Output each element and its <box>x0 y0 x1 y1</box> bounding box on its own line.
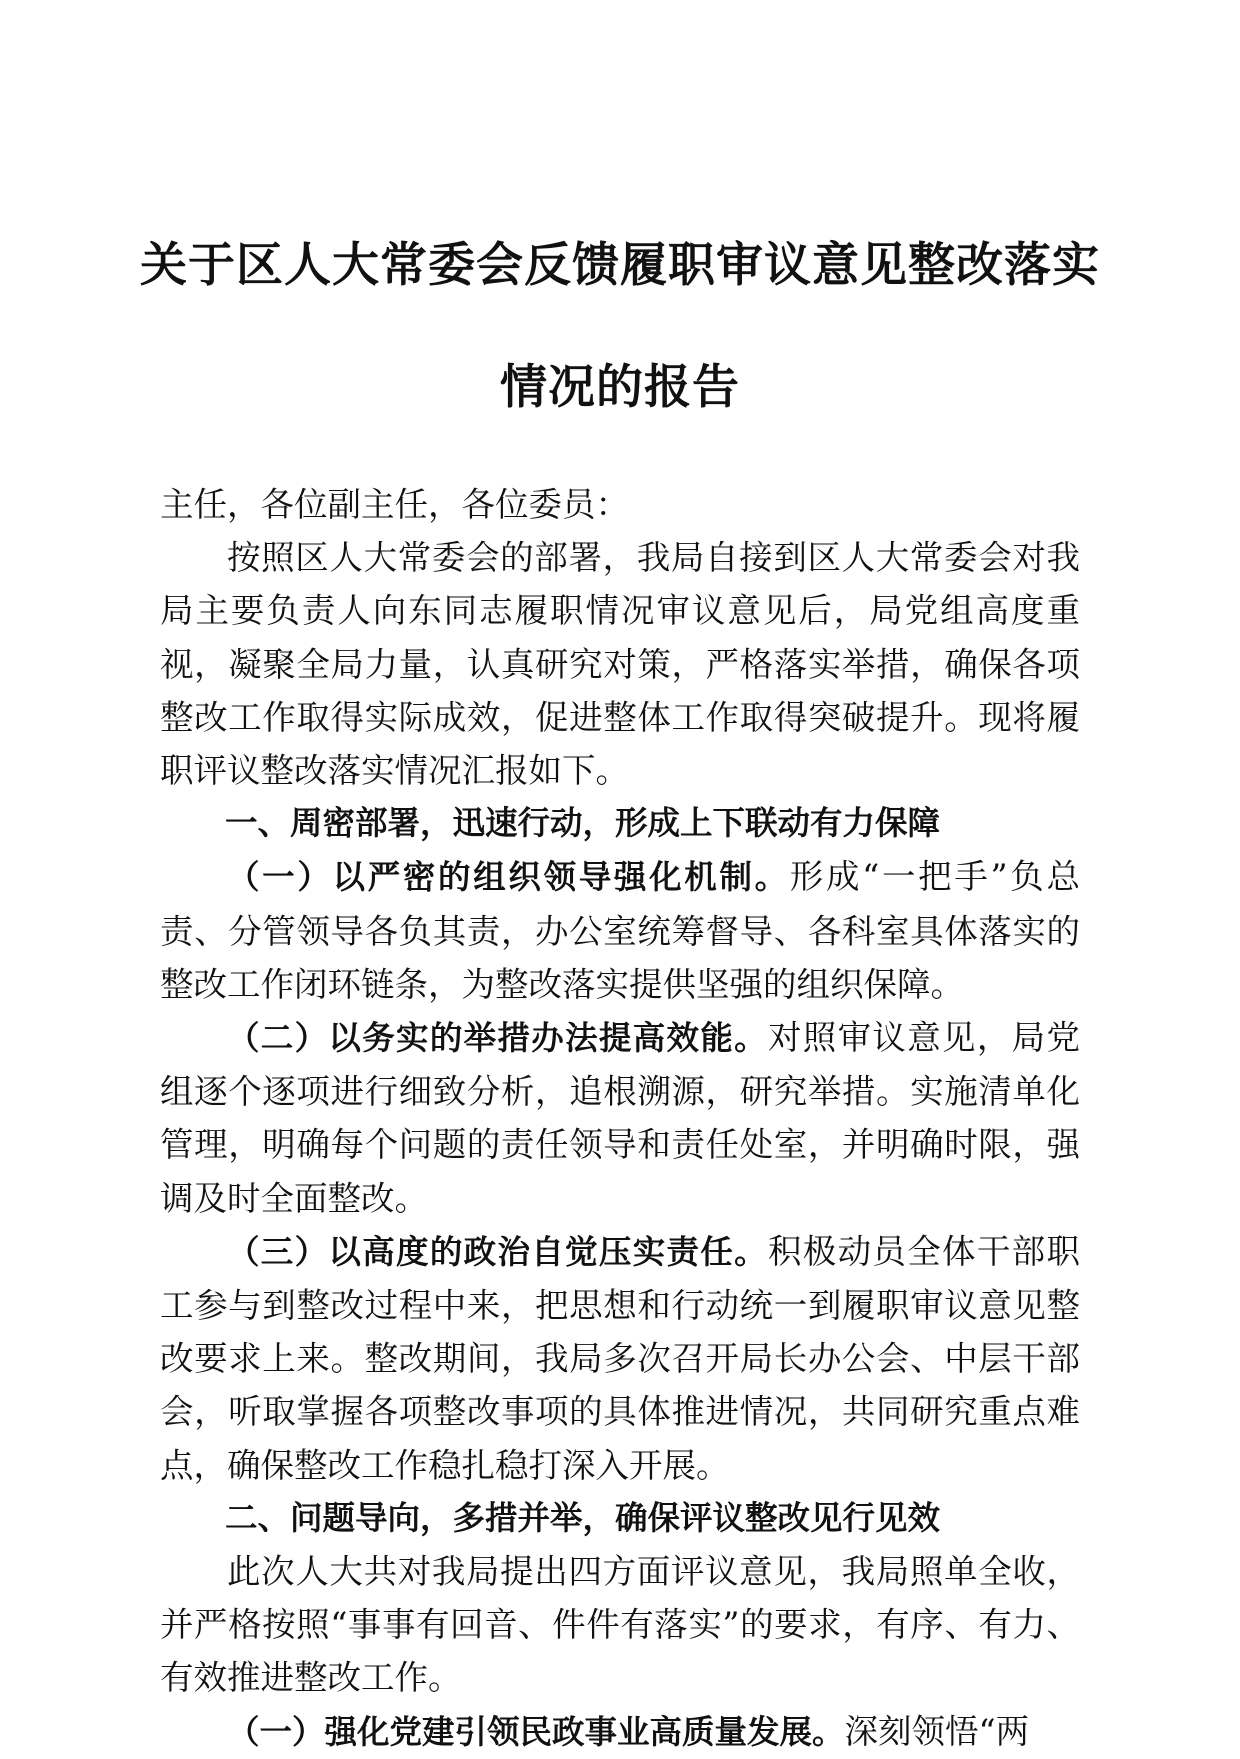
section-1-item-3 <box>160 1225 1080 1492</box>
intro-paragraph: 按照区人大常委会的部署，我局自接到区人大常委会对我局主要负责人向东同志履职情况审议意见后，局党组高度重视，凝聚全局力量，认真研究对策，严格落实举措，确保各项整改工作取得实际成效，促进整体工作取得突破提升。现将履职评议整改落实情况汇报如下。 <box>160 538 1080 791</box>
section-1-item-1 <box>160 850 1080 1011</box>
item-lead: （三）以高度的政治自觉压实责任。 <box>227 1232 768 1271</box>
item-text: 形成“一把手”负总责、分管领导各负其责，办公室统筹督导、各科室具体落实的整改工作闭环链条，为整改落实提供坚强的组织保障。 <box>160 857 1080 1004</box>
document-title-line-1: 关于区人大常委会反馈履职审议意见整改落实 <box>140 238 1100 293</box>
item-text: 对照审议意见，局党组逐个逐项进行细致分析，追根溯源，研究举措。实施清单化管理，明确每个问题的责任领导和责任处室，并明确时限，强调及时全面整改。 <box>160 1018 1080 1218</box>
item-lead: （一）强化党建引领民政事业高质量发展。 <box>227 1712 845 1751</box>
item-lead: （二）以务实的举措办法提高效能。 <box>227 1019 768 1058</box>
document-title-line-2: 情况的报告 <box>500 360 740 415</box>
section-2-intro: 此次人大共对我局提出四方面评议意见，我局照单全收，并严格按照“事事有回音、件件有落实”的要求，有序、有力、有效推进整改工作。 <box>160 1552 1080 1698</box>
section-1-heading: 一、周密部署，迅速行动，形成上下联动有力保障 <box>225 804 941 843</box>
section-2-item-1 <box>160 1705 1080 1759</box>
section-2-heading: 二、问题导向，多措并举，确保评议整改见行见效 <box>225 1498 941 1537</box>
item-text: 积极动员全体干部职工参与到整改过程中来，把思想和行动统一到履职审议意见整改要求上来。整改期间，我局多次召开局长办公会、中层干部会，听取掌握各项整改事项的具体推进情况，共同研究重点难点，确保整改工作稳扎稳打深入开展。 <box>160 1231 1080 1485</box>
item-lead: （一）以严密的组织领导强化机制。 <box>227 858 790 897</box>
section-1-item-2 <box>160 1011 1080 1225</box>
salutation: 主任，各位副主任，各位委员： <box>160 485 629 524</box>
document-body <box>160 478 1080 1759</box>
item-text: 深刻领悟“两 <box>844 1711 1030 1751</box>
